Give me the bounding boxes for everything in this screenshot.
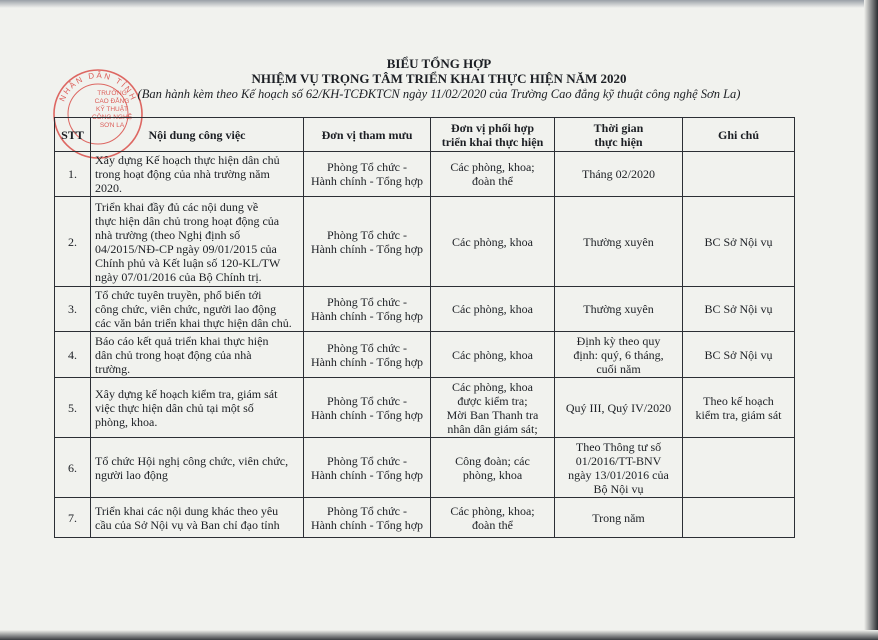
stamp-text-line: CÔNG NGHỆ xyxy=(91,114,133,121)
header-time xyxy=(555,118,683,152)
table-row xyxy=(55,378,795,438)
table-row xyxy=(55,332,795,378)
cell-time-line: Tháng 02/2020 xyxy=(582,167,655,181)
cell-lead-unit-line: Hành chính - Tổng hợp xyxy=(310,517,424,532)
document-heading: NHIỆM VỤ TRỌNG TÂM TRIỂN KHAI THỰC HIỆN NĂM 2020 xyxy=(251,71,627,86)
cell-coop-unit-line: phòng, khoa xyxy=(462,467,523,482)
cell-time xyxy=(555,287,683,332)
cell-coop-unit-line: Các phòng, khoa; xyxy=(450,160,535,174)
stamp-text-line: TRƯỜNG xyxy=(97,90,127,97)
cell-lead-unit-line: Phòng Tổ chức - xyxy=(327,295,407,309)
header-note: Ghi chú xyxy=(683,118,795,152)
cell-content-line: các văn bản triển khai thực hiện dân chủ. xyxy=(95,316,292,330)
cell-lead-unit xyxy=(304,152,431,197)
cell-lead-unit-line: Phòng Tổ chức - xyxy=(327,503,407,518)
cell-time-line: ngày 13/01/2016 của xyxy=(568,467,669,482)
cell-time xyxy=(555,332,683,378)
cell-content-line: Báo cáo kết quả triển khai thực hiện xyxy=(95,333,269,348)
scan-shadow-bottom xyxy=(0,630,878,640)
cell-content-line: Tổ chức Hội nghị công chức, viên chức, xyxy=(95,453,289,468)
cell-content-line: công chức, viên chức, người lao động xyxy=(95,302,277,316)
cell-note-line: BC Sở Nội vụ xyxy=(704,234,773,249)
cell-time-line: Định kỳ theo quy xyxy=(576,333,661,348)
cell-note xyxy=(683,332,795,378)
cell-content-line: nhà trường (theo Nghị định số xyxy=(95,227,241,242)
cell-coop-unit xyxy=(431,378,555,438)
cell-content-line: Triển khai các nội dung khác theo yêu xyxy=(95,503,279,518)
cell-lead-unit-line: Phòng Tổ chức - xyxy=(327,453,407,468)
cell-lead-unit-line: Hành chính - Tổng hợp xyxy=(310,407,424,422)
cell-content xyxy=(91,378,304,438)
document-title: BIỂU TỔNG HỢP xyxy=(386,56,492,71)
cell-stt: 7. xyxy=(55,498,91,538)
cell-coop-unit xyxy=(431,498,555,538)
cell-content-line: 04/2015/NĐ-CP ngày 09/01/2015 của xyxy=(95,241,277,256)
cell-content-line: Tổ chức tuyên truyền, phổ biến tới xyxy=(95,288,262,302)
cell-note xyxy=(683,498,795,538)
cell-content xyxy=(91,498,304,538)
cell-lead-unit-line: Hành chính - Tổng hợp xyxy=(310,241,424,256)
cell-coop-unit-line: Mời Ban Thanh tra xyxy=(446,407,539,422)
cell-coop-unit-line: Các phòng, khoa xyxy=(452,379,533,394)
table-row xyxy=(55,197,795,287)
cell-lead-unit-line: Hành chính - Tổng hợp xyxy=(310,354,424,369)
cell-stt: 4. xyxy=(55,332,91,378)
header-coop-unit xyxy=(431,118,555,152)
cell-content-line: dân chủ trong hoạt động của nhà xyxy=(95,347,252,362)
cell-note-line: kiểm tra, giám sát xyxy=(695,407,782,422)
cell-content-line: phòng, khoa. xyxy=(95,414,158,429)
cell-lead-unit-line: Hành chính - Tổng hợp xyxy=(310,309,424,323)
table-row xyxy=(55,287,795,332)
cell-lead-unit-line: Phòng Tổ chức - xyxy=(327,393,407,408)
stamp-ring-text: NHÂN DÂN TỈNH xyxy=(57,70,139,103)
header-lead-unit: Đơn vị tham mưu xyxy=(304,118,431,152)
cell-content-line: việc thực hiện dân chủ tại một số xyxy=(95,400,254,415)
table-row xyxy=(55,438,795,498)
cell-note xyxy=(683,438,795,498)
cell-coop-unit-line: được kiểm tra; xyxy=(457,393,528,408)
cell-coop-unit-line: nhân dân giám sát; xyxy=(447,421,538,436)
cell-lead-unit xyxy=(304,287,431,332)
cell-lead-unit-line: Phòng Tổ chức - xyxy=(327,160,407,174)
cell-note xyxy=(683,152,795,197)
cell-time-line: Theo Thông tư số xyxy=(575,439,662,454)
header-time-line: Thời gian xyxy=(593,120,644,135)
cell-note-line: BC Sở Nội vụ xyxy=(704,302,773,316)
cell-coop-unit-line: đoàn thể xyxy=(472,517,513,532)
cell-content-line: cầu của Sở Nội vụ và Ban chỉ đạo tỉnh xyxy=(95,517,280,532)
cell-time-line: Thường xuyên xyxy=(583,302,654,316)
cell-lead-unit-line: Phòng Tổ chức - xyxy=(327,227,407,242)
header-content: Nội dung công việc xyxy=(91,118,304,152)
cell-content-line: Xây dựng kế hoạch kiểm tra, giám sát xyxy=(95,386,278,401)
cell-time-line: Trong năm xyxy=(592,510,645,525)
cell-time xyxy=(555,498,683,538)
stamp-text-line: KỸ THUẬT xyxy=(95,106,129,113)
cell-time-line: cuối năm xyxy=(596,361,641,376)
header-coop-line: Đơn vị phối hợp xyxy=(451,120,534,135)
cell-lead-unit xyxy=(304,332,431,378)
cell-content xyxy=(91,197,304,287)
cell-lead-unit xyxy=(304,438,431,498)
document-subtitle: (Ban hành kèm theo Kế hoạch số 62/KH-TCĐKTCN ngày 11/02/2020 của Trường Cao đẳng kỹ thuật công nghệ Sơn La) xyxy=(137,87,741,101)
cell-time xyxy=(555,438,683,498)
stamp-text-line: CAO ĐẲNG xyxy=(94,98,130,105)
cell-content-line: 2020. xyxy=(95,181,122,195)
header-coop-line: triển khai thực hiện xyxy=(441,134,544,149)
cell-note xyxy=(683,287,795,332)
cell-time-line: Thường xuyên xyxy=(583,234,654,249)
cell-content xyxy=(91,332,304,378)
table-row xyxy=(55,152,795,197)
cell-note-line: Theo kế hoạch xyxy=(703,393,774,408)
stamp-text-line: SƠN LA xyxy=(99,122,125,129)
cell-content-line: Triển khai đầy đủ các nội dung về xyxy=(95,199,259,214)
scan-shadow-top xyxy=(0,0,878,8)
cell-coop-unit-line: Các phòng, khoa xyxy=(452,234,533,249)
cell-time-line: định: quý, 6 tháng, xyxy=(573,347,664,362)
cell-content-line: Xây dựng Kế hoạch thực hiện dân chủ xyxy=(95,153,280,167)
cell-lead-unit xyxy=(304,197,431,287)
cell-stt: 1. xyxy=(55,152,91,197)
cell-coop-unit xyxy=(431,197,555,287)
cell-time-line: Bộ Nội vụ xyxy=(593,481,644,496)
cell-content-line: người lao động xyxy=(95,467,168,482)
cell-lead-unit xyxy=(304,498,431,538)
cell-lead-unit-line: Hành chính - Tổng hợp xyxy=(310,174,424,188)
cell-content-line: Chính phủ và Kết luận số 120-KL/TW xyxy=(95,255,281,270)
cell-stt: 2. xyxy=(55,197,91,287)
header-time-line: thực hiện xyxy=(594,134,643,149)
cell-content-line: ngày 07/01/2016 của Bộ Chính trị. xyxy=(95,269,262,284)
cell-note xyxy=(683,378,795,438)
cell-stt: 6. xyxy=(55,438,91,498)
cell-content-line: trong hoạt động của nhà trường năm xyxy=(95,167,270,181)
cell-coop-unit-line: Các phòng, khoa; xyxy=(450,503,535,518)
cell-time xyxy=(555,378,683,438)
cell-lead-unit xyxy=(304,378,431,438)
table-header-row xyxy=(55,118,795,152)
cell-coop-unit-line: đoàn thể xyxy=(472,174,513,188)
cell-content xyxy=(91,438,304,498)
cell-coop-unit xyxy=(431,287,555,332)
header-stt: STT xyxy=(55,118,91,152)
cell-content-line: trường. xyxy=(95,361,131,376)
cell-stt: 5. xyxy=(55,378,91,438)
cell-lead-unit-line: Phòng Tổ chức - xyxy=(327,340,407,355)
cell-time-line: 01/2016/TT-BNV xyxy=(575,453,662,468)
cell-content-line: thực hiện dân chủ trong hoạt động của xyxy=(95,213,280,228)
cell-note-line: BC Sở Nội vụ xyxy=(704,347,773,362)
cell-content xyxy=(91,152,304,197)
cell-coop-unit xyxy=(431,332,555,378)
cell-coop-unit-line: Công đoàn; các xyxy=(455,453,530,468)
cell-coop-unit xyxy=(431,152,555,197)
cell-coop-unit-line: Các phòng, khoa xyxy=(452,347,533,362)
cell-note xyxy=(683,197,795,287)
cell-content xyxy=(91,287,304,332)
cell-time xyxy=(555,152,683,197)
cell-coop-unit xyxy=(431,438,555,498)
table-body xyxy=(55,152,795,538)
cell-lead-unit-line: Hành chính - Tổng hợp xyxy=(310,467,424,482)
cell-coop-unit-line: Các phòng, khoa xyxy=(452,302,533,316)
cell-time xyxy=(555,197,683,287)
cell-time-line: Quý III, Quý IV/2020 xyxy=(565,400,672,415)
task-table xyxy=(54,117,795,538)
cell-stt: 3. xyxy=(55,287,91,332)
table-row xyxy=(55,498,795,538)
